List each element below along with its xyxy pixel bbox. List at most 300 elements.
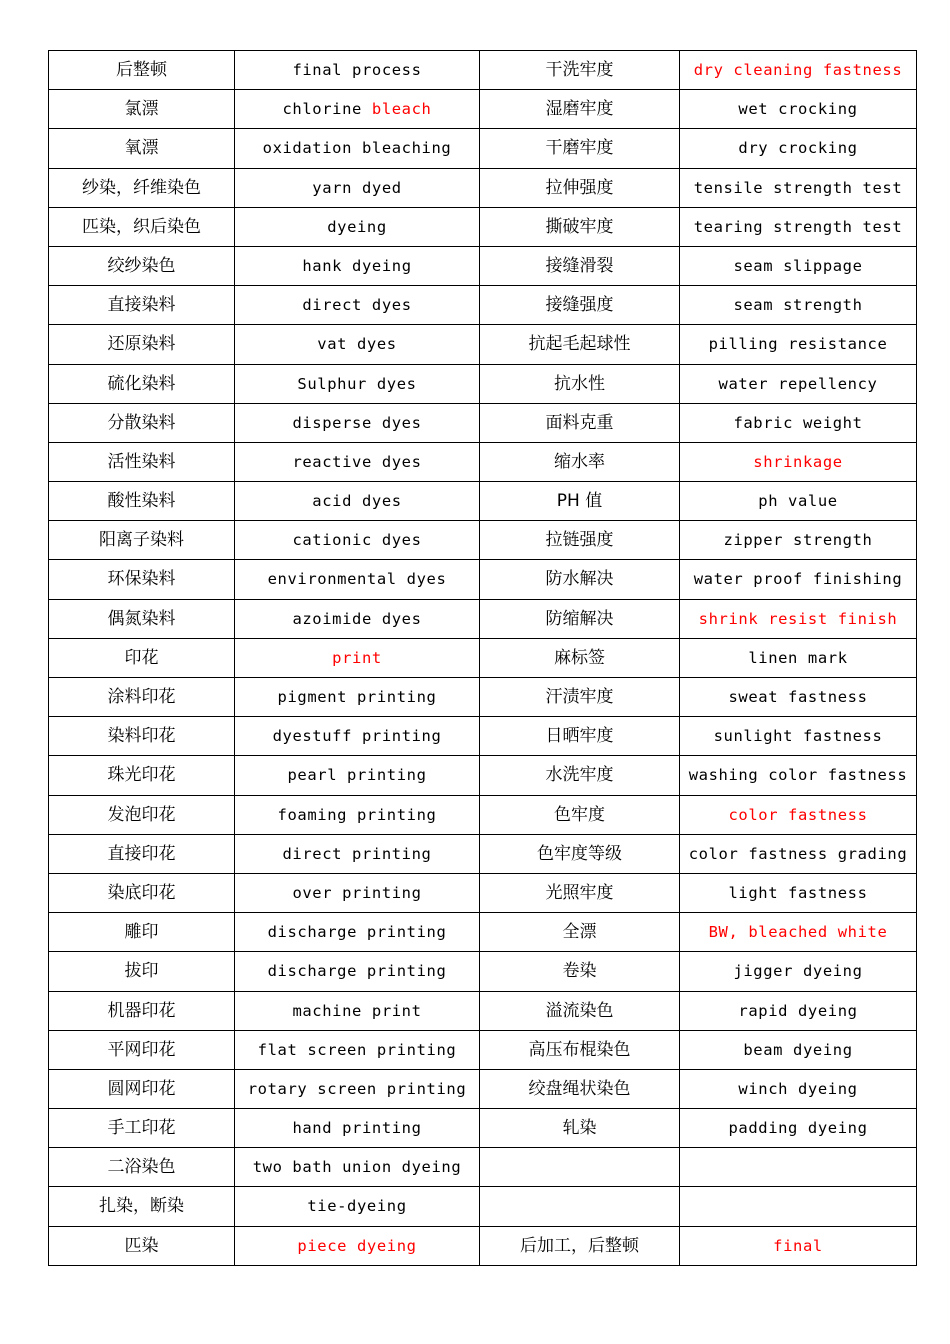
- english-term-left: [235, 51, 480, 90]
- english-term-right: [680, 129, 917, 168]
- term-segment: water repellency: [718, 374, 878, 393]
- english-term-right-text: [694, 560, 903, 589]
- table-row: [49, 873, 917, 912]
- table-row: [49, 168, 917, 207]
- chinese-term-left-text: 直接印花: [107, 843, 176, 864]
- chinese-term-right-text: 撕破牢度: [545, 216, 614, 237]
- chinese-term-right-text: 干磨牢度: [545, 138, 614, 159]
- term-segment: flat screen printing: [257, 1040, 457, 1059]
- table-row: [49, 834, 917, 873]
- highlighted-term: final: [773, 1236, 823, 1255]
- term-segment: color fastness grading: [688, 844, 908, 863]
- chinese-term-left: [49, 1069, 235, 1108]
- english-term-left-text: [292, 404, 421, 433]
- english-term-right-text: [738, 992, 857, 1021]
- glossary-table: [48, 50, 917, 1266]
- english-term-right: [680, 834, 917, 873]
- english-term-left: [235, 521, 480, 560]
- english-term-right-text: [728, 874, 867, 903]
- english-term-right: [680, 168, 917, 207]
- english-term-left-text: [292, 443, 421, 472]
- chinese-term-left: [49, 90, 235, 129]
- table-row: [49, 1030, 917, 1069]
- english-term-left-text: [297, 365, 416, 394]
- chinese-term-right-text: 色牢度: [554, 804, 605, 825]
- term-segment: discharge printing: [267, 962, 447, 981]
- chinese-term-right-text: 拉伸强度: [545, 177, 614, 198]
- chinese-term-right-text: 防缩解决: [545, 608, 614, 629]
- english-term-right: [680, 403, 917, 442]
- chinese-term-right: [480, 834, 680, 873]
- chinese-term-left-text: 还原染料: [107, 334, 176, 355]
- term-segment: direct dyes: [302, 296, 412, 315]
- english-term-left-text: [283, 835, 432, 864]
- english-term-right-text: [714, 717, 883, 746]
- english-term-left: [235, 717, 480, 756]
- english-term-right: [680, 246, 917, 285]
- english-term-left: [235, 403, 480, 442]
- english-term-left-text: [268, 952, 447, 981]
- chinese-term-left-text: 染底印花: [107, 882, 176, 903]
- chinese-term-left: [49, 678, 235, 717]
- term-segment: dyestuff printing: [272, 727, 442, 746]
- english-term-left-text: [302, 247, 411, 276]
- english-term-left-text: [307, 1187, 406, 1216]
- term-segment: environmental dyes: [267, 570, 447, 589]
- chinese-term-right: [480, 246, 680, 285]
- chinese-term-left: [49, 521, 235, 560]
- english-term-right: [680, 51, 917, 90]
- term-segment: cationic dyes: [292, 531, 422, 550]
- term-segment: reactive dyes: [292, 452, 422, 471]
- chinese-term-left: [49, 1187, 235, 1226]
- chinese-term-right-text: 抗起毛起球性: [528, 334, 631, 355]
- english-term-right-text: [773, 1227, 823, 1256]
- term-segment: rotary screen printing: [247, 1079, 467, 1098]
- chinese-term-right-text: 卷染: [562, 961, 597, 982]
- term-segment: direct printing: [282, 844, 432, 863]
- chinese-term-left-text: 纱染，纤维染色: [82, 177, 201, 198]
- chinese-term-left-text: 分散染料: [107, 412, 176, 433]
- chinese-term-left-text: 匹染: [124, 1235, 159, 1256]
- highlighted-term: shrinkage: [753, 452, 843, 471]
- chinese-term-left: [49, 834, 235, 873]
- english-term-left: [235, 246, 480, 285]
- english-term-left-text: [273, 717, 442, 746]
- english-term-right-text: [728, 678, 867, 707]
- term-segment: linen mark: [748, 648, 848, 667]
- english-term-right: [680, 364, 917, 403]
- english-term-right-text: [719, 365, 878, 394]
- term-segment: ph value: [758, 492, 838, 511]
- english-term-right-text: [733, 286, 862, 315]
- term-segment: tensile strength test: [693, 178, 903, 197]
- chinese-term-right-text: 接缝强度: [545, 295, 614, 316]
- highlighted-term: BW, bleached white: [708, 923, 888, 942]
- chinese-term-right: [480, 913, 680, 952]
- table-row: [49, 90, 917, 129]
- english-term-left: [235, 90, 480, 129]
- english-term-left: [235, 286, 480, 325]
- english-term-left: [235, 207, 480, 246]
- table-row: [49, 286, 917, 325]
- english-term-left: [235, 560, 480, 599]
- english-term-right-text: [738, 129, 857, 158]
- chinese-term-right: [480, 638, 680, 677]
- term-segment: dry crocking: [738, 139, 858, 158]
- chinese-term-right-text: 抗水性: [554, 373, 605, 394]
- chinese-term-left: [49, 795, 235, 834]
- term-segment: acid dyes: [312, 492, 402, 511]
- english-term-right-text: [709, 325, 888, 354]
- term-segment: fabric weight: [733, 413, 863, 432]
- english-term-right: [680, 286, 917, 325]
- table-row: [49, 991, 917, 1030]
- chinese-term-left-text: 活性染料: [107, 451, 176, 472]
- english-term-left: [235, 129, 480, 168]
- chinese-term-right: [480, 168, 680, 207]
- english-term-left: [235, 873, 480, 912]
- english-term-right: [680, 1069, 917, 1108]
- chinese-term-right: [480, 599, 680, 638]
- table-row: [49, 325, 917, 364]
- table-row: [49, 442, 917, 481]
- term-segment: chlorine: [282, 100, 372, 119]
- english-term-left: [235, 913, 480, 952]
- table-row: [49, 795, 917, 834]
- english-term-right-text: [738, 90, 857, 119]
- english-term-left: [235, 795, 480, 834]
- highlighted-term: shrink resist finish: [698, 609, 898, 628]
- english-term-left: [235, 1187, 480, 1226]
- chinese-term-right-text: 湿磨牢度: [545, 99, 614, 120]
- chinese-term-right-text: PH 值: [556, 491, 603, 512]
- chinese-term-right: [480, 1109, 680, 1148]
- glossary-body: [49, 51, 917, 1266]
- english-term-right: [680, 482, 917, 521]
- table-row: [49, 638, 917, 677]
- table-row: [49, 1069, 917, 1108]
- term-segment: oxidation bleaching: [262, 139, 452, 158]
- chinese-term-left-text: 珠光印花: [107, 765, 176, 786]
- chinese-term-left-text: 后整顿: [116, 60, 167, 80]
- table-row: [49, 364, 917, 403]
- chinese-term-left-text: 氧漂: [124, 138, 159, 159]
- chinese-term-right: [480, 678, 680, 717]
- english-term-left-text: [312, 482, 401, 511]
- table-row: [49, 521, 917, 560]
- term-segment: pigment printing: [277, 688, 437, 706]
- chinese-term-right-text: 绞盘绳状染色: [528, 1078, 631, 1099]
- english-term-right-text: [689, 835, 908, 864]
- english-term-right-text: [699, 600, 898, 629]
- chinese-term-left: [49, 1226, 235, 1265]
- table-row: [49, 207, 917, 246]
- chinese-term-right-text: 光照牢度: [545, 882, 614, 903]
- chinese-term-right: [480, 325, 680, 364]
- chinese-term-right: [480, 1148, 680, 1187]
- english-term-right: [680, 599, 917, 638]
- chinese-term-left-text: 圆网印花: [107, 1078, 176, 1099]
- english-term-left-text: [268, 913, 447, 942]
- chinese-term-left: [49, 168, 235, 207]
- chinese-term-left: [49, 599, 235, 638]
- chinese-term-right-text: 轧染: [562, 1118, 597, 1139]
- chinese-term-right: [480, 129, 680, 168]
- english-term-left-text: [268, 560, 447, 589]
- english-term-left: [235, 952, 480, 991]
- english-term-left: [235, 756, 480, 795]
- english-term-left: [235, 1069, 480, 1108]
- english-term-right: [680, 1030, 917, 1069]
- term-segment: hank dyeing: [302, 256, 412, 275]
- english-term-right: [680, 90, 917, 129]
- chinese-term-left-text: 雕印: [124, 922, 159, 943]
- chinese-term-right: [480, 364, 680, 403]
- english-term-left-text: [263, 129, 452, 158]
- chinese-term-left-text: 阳离子染料: [99, 530, 184, 551]
- english-term-left-text: [248, 1070, 467, 1099]
- english-term-left-text: [283, 90, 432, 119]
- english-term-right: [680, 1109, 917, 1148]
- english-term-right: [680, 913, 917, 952]
- chinese-term-right-text: 面料克重: [545, 412, 614, 433]
- chinese-term-right: [480, 1069, 680, 1108]
- chinese-term-left: [49, 286, 235, 325]
- table-row: [49, 246, 917, 285]
- english-term-left-text: [297, 1227, 416, 1256]
- chinese-term-left-text: 酸性染料: [107, 491, 176, 512]
- english-term-left: [235, 678, 480, 717]
- chinese-term-left: [49, 442, 235, 481]
- english-term-left: [235, 482, 480, 521]
- term-segment: seam slippage: [733, 256, 863, 275]
- chinese-term-left: [49, 325, 235, 364]
- english-term-left: [235, 1148, 480, 1187]
- english-term-right-text: [753, 443, 842, 472]
- chinese-term-left-text: 机器印花: [107, 1000, 176, 1021]
- english-term-right-text: [724, 521, 873, 550]
- chinese-term-left-text: 环保染料: [107, 569, 176, 590]
- term-segment: water proof finishing: [693, 570, 903, 589]
- highlighted-term: color fastness: [728, 805, 868, 824]
- english-term-right-text: [748, 639, 847, 668]
- chinese-term-left-text: 涂料印花: [107, 687, 176, 707]
- chinese-term-left: [49, 913, 235, 952]
- table-row: [49, 129, 917, 168]
- chinese-term-left: [49, 1030, 235, 1069]
- chinese-term-right: [480, 952, 680, 991]
- english-term-right-text: [733, 247, 862, 276]
- chinese-term-right-text: 色牢度等级: [537, 843, 622, 864]
- chinese-term-right-text: 溢流染色: [545, 1000, 614, 1021]
- english-term-right: [680, 325, 917, 364]
- chinese-term-left: [49, 1109, 235, 1148]
- chinese-term-right: [480, 286, 680, 325]
- chinese-term-right: [480, 1226, 680, 1265]
- table-row: [49, 678, 917, 717]
- english-term-right: [680, 717, 917, 756]
- english-term-left-text: [292, 521, 421, 550]
- term-segment: Sulphur dyes: [297, 374, 417, 393]
- chinese-term-left-text: 印花: [124, 647, 159, 668]
- english-term-right-text: [694, 51, 903, 80]
- english-term-left-text: [302, 286, 411, 315]
- english-term-right: [680, 795, 917, 834]
- term-segment: rapid dyeing: [738, 1001, 858, 1020]
- chinese-term-left-text: 氯漂: [124, 99, 159, 120]
- highlighted-term: dry cleaning fastness: [693, 61, 903, 79]
- chinese-term-right: [480, 90, 680, 129]
- chinese-term-left: [49, 952, 235, 991]
- highlighted-term: print: [332, 648, 382, 667]
- chinese-term-right: [480, 756, 680, 795]
- table-row: [49, 1109, 917, 1148]
- chinese-term-left-text: 绞纱染色: [107, 255, 176, 276]
- english-term-right: [680, 560, 917, 599]
- term-segment: sunlight fastness: [713, 727, 883, 746]
- english-term-left: [235, 442, 480, 481]
- chinese-term-left: [49, 129, 235, 168]
- term-segment: pearl printing: [287, 766, 427, 785]
- english-term-right: [680, 678, 917, 717]
- chinese-term-right-text: 高压布棍染色: [528, 1039, 631, 1060]
- term-segment: foaming printing: [277, 805, 437, 824]
- chinese-term-left: [49, 403, 235, 442]
- english-term-left-text: [278, 796, 437, 825]
- english-term-left-text: [292, 874, 421, 903]
- table-row: [49, 913, 917, 952]
- chinese-term-left-text: 匹染，织后染色: [82, 216, 201, 237]
- english-term-left-text: [317, 325, 396, 354]
- chinese-term-left-text: 硫化染料: [107, 373, 176, 394]
- chinese-term-right: [480, 717, 680, 756]
- term-segment: beam dyeing: [743, 1040, 853, 1059]
- term-segment: seam strength: [733, 296, 863, 315]
- highlighted-term: bleach: [371, 100, 432, 119]
- english-term-left-text: [327, 208, 387, 237]
- term-segment: yarn dyed: [312, 178, 402, 197]
- english-term-right-text: [733, 952, 862, 981]
- chinese-term-right: [480, 521, 680, 560]
- english-term-left-text: [332, 639, 382, 668]
- term-segment: tie-dyeing: [307, 1197, 407, 1216]
- chinese-term-right: [480, 51, 680, 90]
- english-term-right: [680, 952, 917, 991]
- english-term-left: [235, 325, 480, 364]
- english-term-right: [680, 756, 917, 795]
- english-term-right: [680, 1148, 917, 1187]
- chinese-term-right-text: 水洗牢度: [545, 765, 614, 786]
- chinese-term-left: [49, 207, 235, 246]
- english-term-right-text: [709, 913, 888, 942]
- term-segment: washing color fastness: [688, 766, 908, 785]
- term-segment: pilling resistance: [708, 335, 888, 354]
- english-term-right: [680, 991, 917, 1030]
- term-segment: jigger dyeing: [733, 962, 863, 981]
- chinese-term-right: [480, 991, 680, 1030]
- term-segment: winch dyeing: [738, 1079, 858, 1098]
- english-term-left-text: [287, 756, 426, 785]
- english-term-left-text: [258, 1031, 457, 1060]
- chinese-term-right: [480, 442, 680, 481]
- chinese-term-left-text: 偶氮染料: [107, 608, 176, 629]
- english-term-left: [235, 168, 480, 207]
- chinese-term-right-text: 汗渍牢度: [545, 687, 614, 707]
- chinese-term-left: [49, 638, 235, 677]
- table-row: [49, 717, 917, 756]
- chinese-term-left: [49, 560, 235, 599]
- term-segment: hand printing: [292, 1119, 422, 1138]
- chinese-term-left-text: 平网印花: [107, 1039, 176, 1060]
- term-segment: zipper strength: [723, 531, 873, 550]
- table-row: [49, 756, 917, 795]
- term-segment: final process: [292, 61, 422, 79]
- english-term-left-text: [278, 678, 437, 707]
- chinese-term-left: [49, 1148, 235, 1187]
- term-segment: tearing strength test: [693, 217, 903, 236]
- chinese-term-left-text: 扎染，断染: [99, 1196, 184, 1217]
- english-term-right-text: [689, 756, 908, 785]
- term-segment: vat dyes: [317, 335, 397, 354]
- english-term-left: [235, 834, 480, 873]
- english-term-right: [680, 873, 917, 912]
- chinese-term-right-text: 日晒牢度: [545, 726, 614, 747]
- chinese-term-right-text: 接缝滑裂: [545, 255, 614, 276]
- term-segment: disperse dyes: [292, 413, 422, 432]
- table-row: [49, 1148, 917, 1187]
- english-term-right-text: [738, 1070, 857, 1099]
- chinese-term-left: [49, 364, 235, 403]
- english-term-right-text: [694, 208, 903, 237]
- chinese-term-left-text: 直接染料: [107, 295, 176, 316]
- highlighted-term: piece dyeing: [297, 1236, 417, 1255]
- table-row: [49, 599, 917, 638]
- chinese-term-left: [49, 246, 235, 285]
- chinese-term-right-text: 麻标签: [554, 647, 605, 668]
- english-term-left-text: [292, 600, 421, 629]
- english-term-right: [680, 1187, 917, 1226]
- chinese-term-left-text: 手工印花: [107, 1118, 176, 1139]
- chinese-term-right-text: 防水解决: [545, 569, 614, 590]
- term-segment: azoimide dyes: [292, 609, 422, 628]
- table-row: [49, 1226, 917, 1265]
- chinese-term-right-text: 后加工，后整顿: [520, 1235, 639, 1256]
- term-segment: over printing: [292, 883, 422, 902]
- table-row: [49, 51, 917, 90]
- term-segment: machine print: [292, 1001, 422, 1020]
- english-term-left-text: [292, 1109, 421, 1138]
- english-term-right-text: [728, 1109, 867, 1138]
- chinese-term-left: [49, 756, 235, 795]
- chinese-term-left: [49, 717, 235, 756]
- chinese-term-right: [480, 403, 680, 442]
- chinese-term-right: [480, 1187, 680, 1226]
- chinese-term-right-text: 干洗牢度: [545, 60, 614, 80]
- english-term-left-text: [312, 169, 401, 198]
- english-term-right-text: [733, 404, 862, 433]
- english-term-right-text: [758, 482, 837, 511]
- term-segment: wet crocking: [738, 100, 858, 119]
- english-term-left: [235, 1030, 480, 1069]
- term-segment: dyeing: [327, 217, 387, 236]
- chinese-term-left-text: 发泡印花: [107, 804, 176, 825]
- chinese-term-right: [480, 795, 680, 834]
- english-term-right: [680, 442, 917, 481]
- table-row: [49, 482, 917, 521]
- chinese-term-right: [480, 560, 680, 599]
- table-row: [49, 403, 917, 442]
